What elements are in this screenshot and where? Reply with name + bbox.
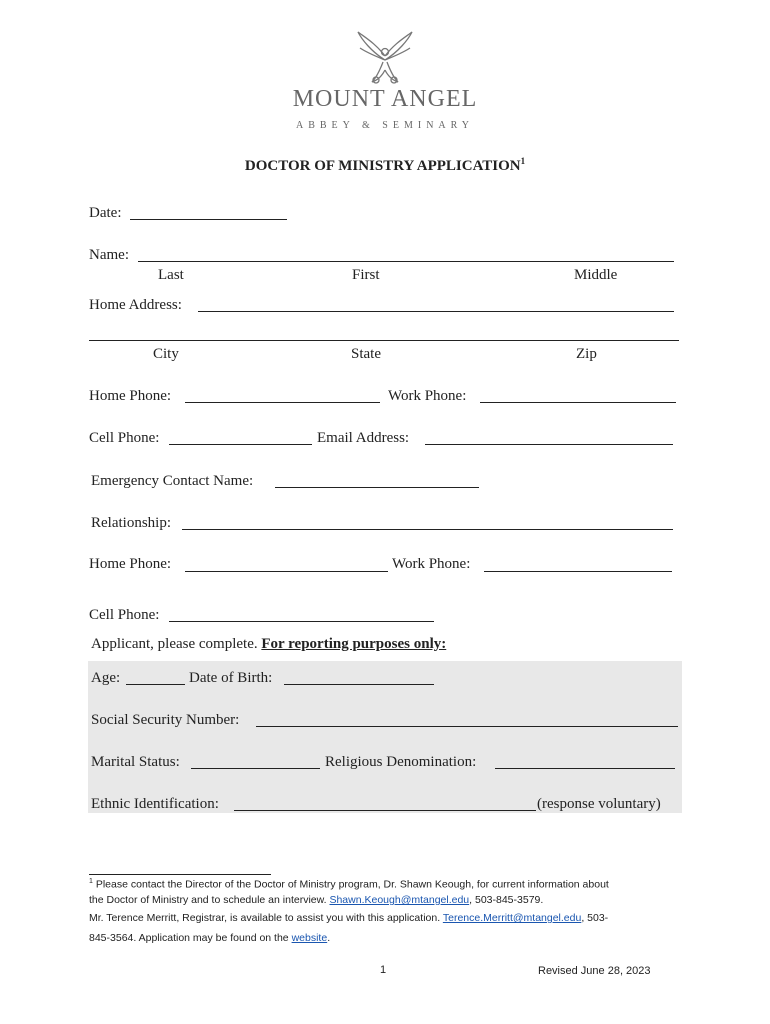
ethnic-label: Ethnic Identification: <box>91 796 219 812</box>
age-label: Age: <box>91 670 121 686</box>
relationship-label: Relationship: <box>91 515 171 531</box>
emergency-cell-phone-field[interactable] <box>169 621 434 622</box>
relationship-field[interactable] <box>182 529 673 530</box>
angel-logo-icon <box>350 30 420 88</box>
footnote-phone-2a: , 503- <box>581 912 609 924</box>
name-last-label: Last <box>158 267 184 283</box>
page-title <box>180 156 590 175</box>
marital-status-label: Marital Status: <box>91 754 180 770</box>
emergency-home-phone-field[interactable] <box>185 571 388 572</box>
footnote-line-3 <box>89 912 608 924</box>
dob-label: Date of Birth: <box>189 670 273 686</box>
emergency-work-phone-field[interactable] <box>484 571 672 572</box>
work-phone-label: Work Phone: <box>388 388 467 404</box>
cell-phone-field[interactable] <box>169 444 312 445</box>
ssn-field[interactable] <box>256 726 678 727</box>
director-email-link[interactable]: Shawn.Keough@mtangel.edu <box>329 894 470 906</box>
home-address-field-2[interactable] <box>89 340 679 341</box>
website-link[interactable]: website <box>291 932 328 944</box>
footnote-period: . <box>327 932 331 944</box>
footnote-text-1: Please contact the Director of the Doctor of Ministry program, Dr. Shawn Keough, for current information about <box>95 878 609 891</box>
state-label: State <box>351 346 381 362</box>
footnote-mark: 1 <box>89 878 93 885</box>
footnote-line-1 <box>89 878 609 891</box>
emergency-work-phone-label: Work Phone: <box>392 556 471 572</box>
footnote-line-2 <box>89 894 543 906</box>
footnote-text-2: the Doctor of Ministry and to schedule an interview. <box>89 894 327 906</box>
ssn-label: Social Security Number: <box>91 712 240 728</box>
ethnic-field[interactable] <box>234 810 536 811</box>
age-field[interactable] <box>126 684 185 685</box>
email-label: Email Address: <box>317 430 410 446</box>
footnote-text-4: 845-3564. Application may be found on the <box>89 932 289 944</box>
footnote-divider <box>89 874 271 875</box>
religion-label: Religious Denomination: <box>325 754 477 770</box>
name-label: Name: <box>89 247 129 263</box>
dob-field[interactable] <box>284 684 434 685</box>
footnote-phone-1: , 503-845-3579. <box>469 894 544 906</box>
voluntary-note: (response voluntary) <box>537 796 661 812</box>
zip-label: Zip <box>576 346 597 362</box>
name-field[interactable] <box>138 261 674 262</box>
reporting-intro-text: Applicant, please complete. <box>91 636 258 652</box>
home-address-label: Home Address: <box>89 297 182 313</box>
title-footnote-mark: 1 <box>520 156 526 166</box>
page-number: 1 <box>380 964 387 976</box>
title-text: DOCTOR OF MINISTRY APPLICATION <box>244 158 521 174</box>
work-phone-field[interactable] <box>480 402 676 403</box>
name-first-label: First <box>352 267 380 283</box>
home-phone-label: Home Phone: <box>89 388 172 404</box>
footnote-line-4 <box>89 932 330 944</box>
religion-field[interactable] <box>495 768 675 769</box>
date-field[interactable] <box>130 219 287 220</box>
name-middle-label: Middle <box>574 267 618 283</box>
emergency-home-phone-label: Home Phone: <box>89 556 172 572</box>
footnote-text-3: Mr. Terence Merritt, Registrar, is available to assist you with this application. <box>89 912 441 924</box>
emergency-contact-label: Emergency Contact Name: <box>91 473 254 489</box>
emergency-contact-field[interactable] <box>275 487 479 488</box>
revised-date: Revised June 28, 2023 <box>538 965 651 977</box>
home-phone-field[interactable] <box>185 402 380 403</box>
date-label: Date: <box>89 205 122 221</box>
reporting-emphasis: For reporting purposes only: <box>261 636 447 652</box>
logo-name: MOUNT ANGEL <box>292 86 478 112</box>
registrar-email-link[interactable]: Terence.Merritt@mtangel.edu <box>442 912 582 924</box>
logo-subtitle: ABBEY & SEMINARY <box>296 120 474 131</box>
city-label: City <box>153 346 179 362</box>
reporting-intro <box>91 636 446 653</box>
emergency-cell-phone-label: Cell Phone: <box>89 607 160 623</box>
email-field[interactable] <box>425 444 673 445</box>
cell-phone-label: Cell Phone: <box>89 430 160 446</box>
marital-status-field[interactable] <box>191 768 320 769</box>
home-address-field[interactable] <box>198 311 674 312</box>
